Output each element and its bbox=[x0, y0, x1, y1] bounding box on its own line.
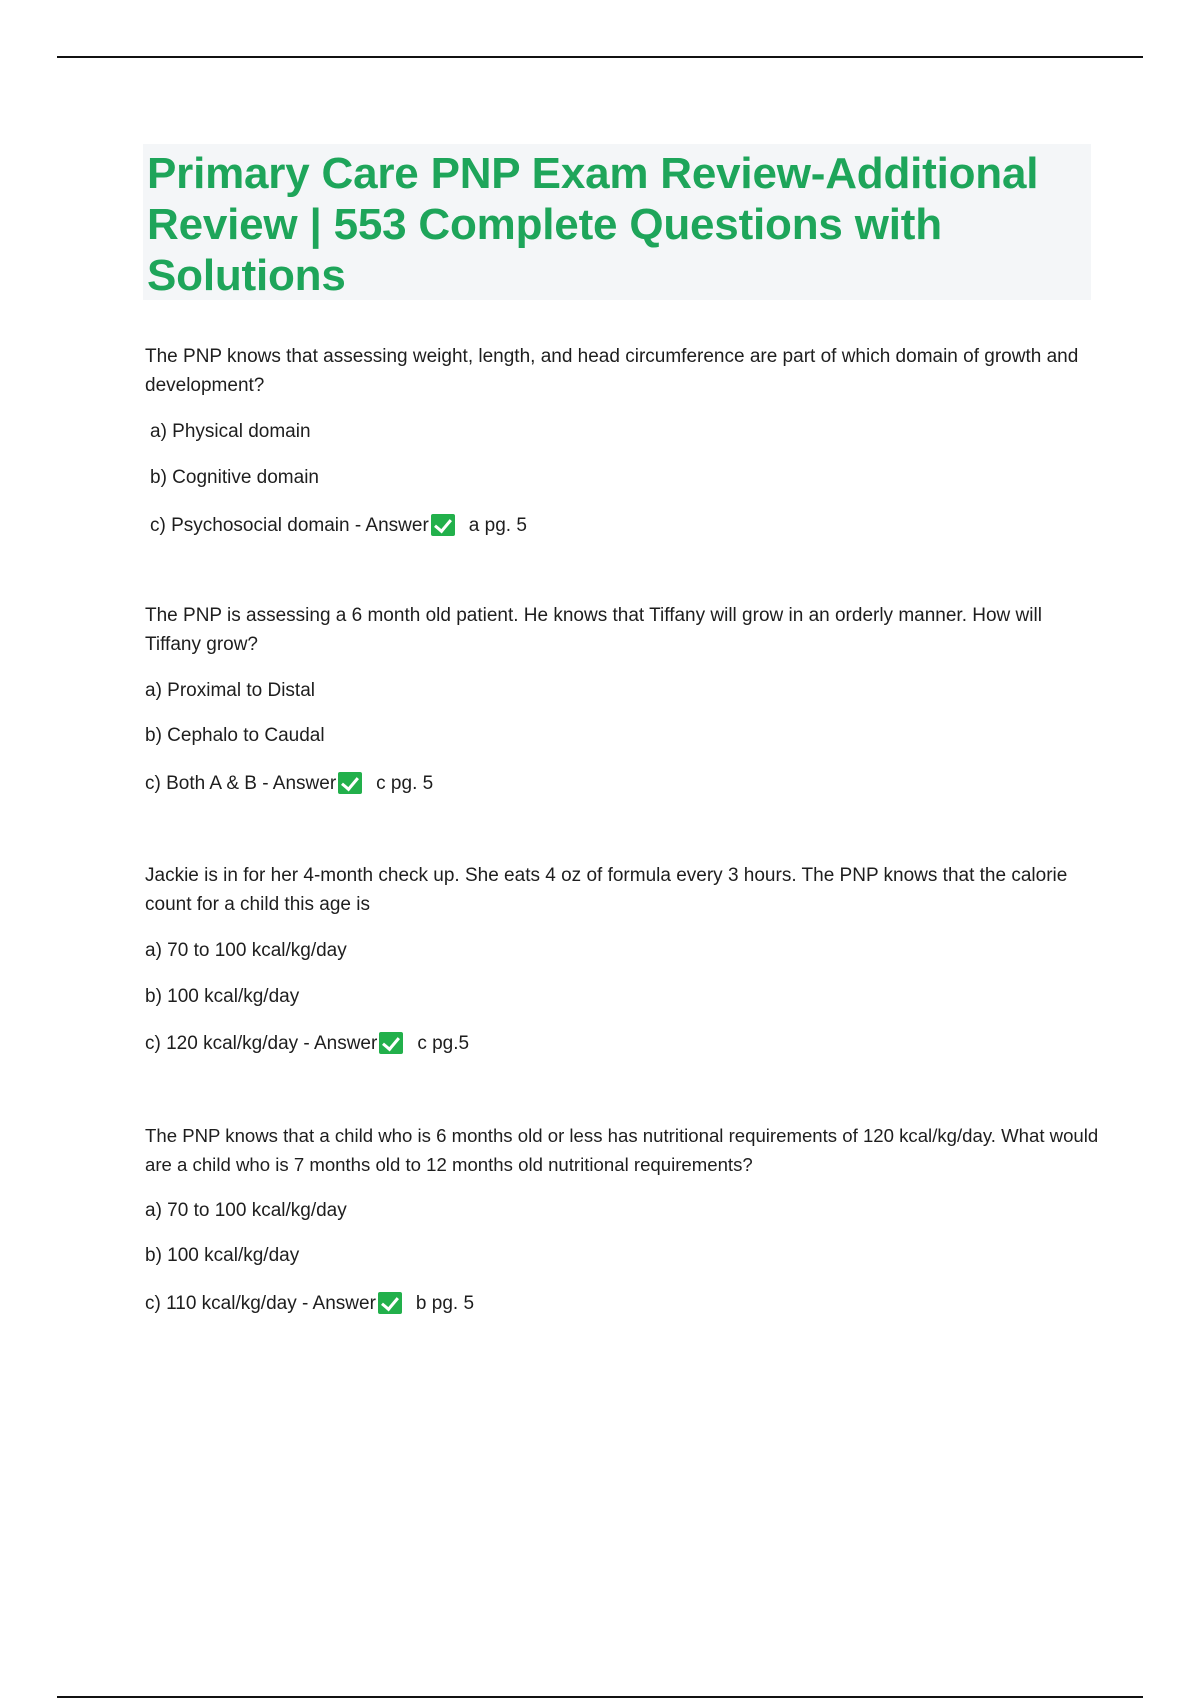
answer-key: b pg. 5 bbox=[415, 1293, 475, 1314]
header-rule bbox=[57, 56, 1143, 58]
answer-key: a pg. 5 bbox=[468, 515, 527, 536]
answer-option: b) 100 kcal/kg/day bbox=[145, 1245, 300, 1266]
answer-key: c pg.5 bbox=[417, 1033, 470, 1054]
answer-option: a) Physical domain bbox=[150, 421, 311, 442]
question-block bbox=[145, 601, 1085, 794]
answer-option: a) 70 to 100 kcal/kg/day bbox=[145, 1200, 347, 1221]
question-block bbox=[145, 861, 1085, 1054]
answer-option-text: c) 120 kcal/kg/day - Answer bbox=[145, 1033, 378, 1054]
question-block bbox=[145, 1121, 1105, 1314]
answer-option-with-key bbox=[145, 1292, 474, 1316]
check-mark-icon bbox=[338, 772, 362, 794]
question-text: The PNP knows that assessing weight, length, and head circumference are part of which domain of growth and development? bbox=[145, 346, 1079, 396]
answer-option: a) 70 to 100 kcal/kg/day bbox=[145, 940, 347, 961]
answer-option-with-key bbox=[150, 514, 527, 538]
question-text: Jackie is in for her 4-month check up. She eats 4 oz of formula every 3 hours. The PNP knows that the calorie count for a child this age is bbox=[145, 865, 1068, 915]
answer-option: b) Cognitive domain bbox=[150, 467, 319, 488]
answer-option: b) 100 kcal/kg/day bbox=[145, 986, 300, 1007]
answer-option-text: c) 110 kcal/kg/day - Answer bbox=[145, 1293, 376, 1314]
answer-option-text: c) Psychosocial domain - Answer bbox=[150, 515, 429, 536]
question-text: The PNP is assessing a 6 month old patient. He knows that Tiffany will grow in an orderly manner. How will Tiffany grow? bbox=[145, 605, 1042, 655]
question-block bbox=[145, 342, 1085, 536]
answer-option-with-key bbox=[145, 1032, 469, 1056]
document-title: Primary Care PNP Exam Review-Additional Review | 553 Complete Questions with Solutions bbox=[147, 149, 1039, 300]
check-mark-icon bbox=[379, 1032, 403, 1054]
answer-option-text: c) Both A & B - Answer bbox=[145, 773, 337, 794]
question-text: The PNP knows that a child who is 6 months old or less has nutritional requirements of 120 kcal/kg/day. What would are a child who is 7 months old to 12 months old nutritional requirements? bbox=[145, 1125, 1099, 1175]
check-mark-icon bbox=[378, 1292, 402, 1314]
footer-rule bbox=[57, 1696, 1143, 1698]
answer-key: c pg. 5 bbox=[376, 773, 434, 794]
title-block bbox=[143, 144, 1091, 300]
answer-option-with-key bbox=[145, 772, 433, 796]
answer-option: b) Cephalo to Caudal bbox=[145, 725, 325, 746]
check-mark-icon bbox=[431, 514, 455, 536]
answer-option: a) Proximal to Distal bbox=[145, 680, 315, 701]
